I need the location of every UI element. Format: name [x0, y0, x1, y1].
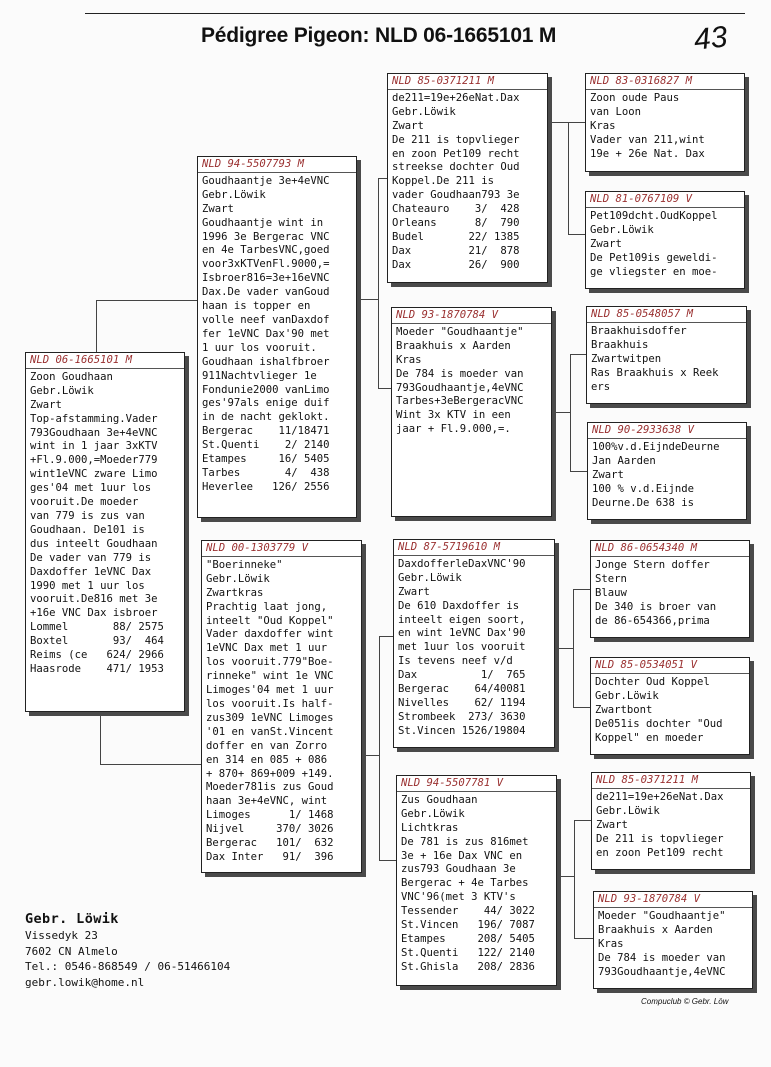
card-text-line: Gebr.Löwik: [206, 572, 270, 585]
ring-number: NLD 00-1303779 V: [202, 542, 361, 557]
card-text-line: Gebr.Löwik: [392, 105, 456, 118]
card-text-line: Limoges 1/ 1468: [206, 809, 334, 822]
card-text-line: Dochter Oud Koppel: [595, 675, 710, 688]
card-text-line: Limoges'04 met 1 uur: [206, 684, 334, 697]
card-text-line: Zwart: [398, 585, 430, 598]
connector-line: [574, 820, 592, 821]
card-text-line: Zwart: [592, 468, 624, 481]
card-text-line: Zwartwitpen: [591, 352, 662, 365]
card-text-line: fer 1eVNC Dax'90 met: [202, 327, 330, 340]
card-text-line: Bergerac 101/ 632: [206, 837, 334, 850]
card-text-line: zus309 1eVNC Limoges: [206, 711, 334, 724]
card-text-line: Daxdoffer 1eVNC Dax: [30, 565, 152, 578]
connector-line: [573, 589, 574, 707]
ring-number: NLD 81-0767109 V: [586, 193, 744, 208]
card-text-line: streekse dochter Oud: [392, 161, 520, 174]
card-text-line: Stern: [595, 572, 627, 585]
card-text-line: Kras: [590, 119, 616, 132]
connector-line: [378, 388, 392, 389]
card-text-line: 1eVNC Dax met 1 uur: [206, 642, 328, 655]
card-text-line: Dax Inter 91/ 396: [206, 850, 334, 863]
card-text-line: Isbroer816=3e+16eVNC: [202, 272, 330, 285]
card-text-line: vader Goudhaan793 3e: [392, 189, 520, 202]
card-text-line: Wint 3x KTV in een: [396, 409, 511, 422]
pigeon-card-ggp-2: [585, 191, 745, 289]
card-text-line: Goudhaantje 3e+4eVNC: [202, 174, 330, 187]
card-text-line: de211=19e+26eNat.Dax: [596, 790, 724, 803]
card-text-line: Budel 22/ 1385: [392, 230, 520, 243]
card-text-line: ers: [591, 380, 611, 393]
ring-number: NLD 94-5507781 V: [397, 777, 556, 792]
card-text-line: DaxdofferleDaxVNC'90: [398, 557, 526, 570]
card-text-line: haan is topper en: [202, 300, 311, 313]
card-text-line: Pet109dcht.OudKoppel: [590, 209, 718, 222]
card-text-line: Koppel.De 211 is: [392, 175, 495, 188]
connector-line: [379, 636, 394, 637]
card-text-line: +16e VNC Dax isbroer: [30, 607, 158, 620]
card-text-line: Kras: [396, 353, 422, 366]
pigeon-card-ggp-3: [586, 306, 747, 404]
card-text-line: haan 3e+4eVNC, wint: [206, 795, 328, 808]
pigeon-card-ggp-5: [590, 540, 750, 638]
card-text-line: 793Goudhaan 3e+4eVNC: [30, 426, 158, 439]
pigeon-card-subject: [25, 352, 185, 712]
breeder-city: 7602 CN Almelo: [25, 944, 118, 958]
card-text-line: Zwart: [392, 119, 424, 132]
breeder-address: [25, 910, 230, 990]
card-text-line: Zoon Goudhaan: [30, 370, 113, 383]
card-text-line: doffer en van Zorro: [206, 739, 328, 752]
card-text-line: en 314 en 085 + 086: [206, 753, 328, 766]
card-text-line: +Fl.9.000,=Moeder779: [30, 454, 158, 467]
card-text-line: Zwart: [590, 237, 622, 250]
ring-number: NLD 85-0534051 V: [591, 659, 749, 674]
card-text-line: Bergerac 11/18471: [202, 425, 330, 438]
card-text-line: Gebr.Löwik: [202, 188, 266, 201]
card-text-line: jaar + Fl.9.000,=.: [396, 423, 511, 436]
card-text-line: Strombeek 273/ 3630: [398, 710, 526, 723]
card-text-line: Zwart: [596, 818, 628, 831]
card-text-line: Zwartbont: [595, 703, 653, 716]
card-text-line: rinneke" wint 1e VNC: [206, 670, 334, 683]
top-rule: [85, 13, 745, 14]
card-text-line: en zoon Pet109 recht: [392, 147, 520, 160]
card-text-line: St.Quenti 122/ 2140: [401, 946, 535, 959]
card-text-line: Moeder781is zus Goud: [206, 781, 334, 794]
card-text-line: 1996 3e Bergerac VNC: [202, 230, 330, 243]
card-text-line: Deurne.De 638 is: [592, 496, 695, 509]
pigeon-card-ggp-6: [590, 657, 750, 755]
card-text-line: Boxtel 93/ 464: [30, 635, 164, 648]
card-text-line: Gebr.Löwik: [30, 384, 94, 397]
card-text-line: Zwartkras: [206, 586, 264, 599]
card-text-line: Bergerac 64/40081: [398, 683, 526, 696]
card-text-line: Chateauro 3/ 428: [392, 203, 520, 216]
card-text-line: Orleans 8/ 790: [392, 217, 520, 230]
card-text-line: Bergerac + 4e Tarbes: [401, 877, 529, 890]
card-text-line: de 86-654366,prima: [595, 614, 710, 627]
ring-number: NLD 85-0548057 M: [587, 308, 746, 323]
connector-line: [573, 707, 591, 708]
card-text-line: Goudhaantje wint in: [202, 216, 324, 229]
card-text-line: in de nacht geklokt.: [202, 411, 330, 424]
card-text-line: Gebr.Löwik: [398, 571, 462, 584]
connector-line: [574, 820, 575, 938]
ring-number: NLD 06-1665101 M: [26, 354, 184, 369]
connector-line: [362, 755, 379, 756]
card-text-line: Lichtkras: [401, 821, 459, 834]
card-text-line: voor3xKTVenFl.9000,=: [202, 258, 330, 271]
ring-number: NLD 90-2933638 V: [588, 424, 746, 439]
card-text-line: Zwart: [202, 202, 234, 215]
card-text-line: De Pet109is geweldi-: [590, 251, 718, 264]
card-text-line: "Boerinneke": [206, 558, 283, 571]
connector-line: [379, 860, 397, 861]
card-text-line: Braakhuis x Aarden: [598, 923, 713, 936]
card-text-line: de211=19e+26eNat.Dax: [392, 91, 520, 104]
card-text-line: Tessender 44/ 3022: [401, 905, 535, 918]
card-text-line: Etampes 208/ 5405: [401, 932, 535, 945]
card-text-line: De 340 is broer van: [595, 600, 717, 613]
card-text-line: Fondunie2000 vanLimo: [202, 383, 330, 396]
card-text-line: vooruit.De moeder: [30, 496, 139, 509]
card-text-line: Top-afstamming.Vader: [30, 412, 158, 425]
connector-line: [96, 300, 97, 353]
card-text-line: Tarbes+3eBergeracVNC: [396, 395, 524, 408]
card-text-line: 100%v.d.EijndeDeurne: [592, 440, 720, 453]
connector-line: [574, 938, 594, 939]
card-text-line: inteelt eigen soort,: [398, 613, 526, 626]
card-text-line: Reims (ce 624/ 2966: [30, 649, 164, 662]
card-text-line: Dax 1/ 765: [398, 669, 526, 682]
card-text-line: 793Goudhaantje,4eVNC: [598, 965, 726, 978]
card-text-line: De 211 is topvlieger: [596, 832, 724, 845]
pigeon-card-ggp-7: [591, 772, 751, 870]
card-text-line: 1 uur los vooruit.: [202, 341, 317, 354]
card-text-line: St.Ghisla 208/ 2836: [401, 960, 535, 973]
connector-line: [570, 354, 571, 471]
ring-number: NLD 85-0371211 M: [388, 75, 547, 90]
breeder-street: Vissedyk 23: [25, 929, 98, 942]
connector-line: [570, 471, 587, 472]
card-text-line: Vader daxdoffer wint: [206, 628, 334, 641]
card-text-line: Heverlee 126/ 2556: [202, 480, 330, 493]
card-text-line: van Loon: [590, 105, 642, 118]
ring-number: NLD 85-0371211 M: [592, 774, 750, 789]
card-text-line: De vader van 779 is: [30, 551, 152, 564]
ring-number: NLD 93-1870784 V: [594, 893, 752, 908]
pigeon-card-ggp-4: [587, 422, 747, 520]
connector-line: [568, 122, 586, 123]
card-text-line: St.Quenti 2/ 2140: [202, 439, 330, 452]
card-text-line: ge vliegster en moe-: [590, 265, 718, 278]
card-text-line: dus inteelt Goudhaan: [30, 537, 158, 550]
card-text-line: Prachtig laat jong,: [206, 600, 328, 613]
card-text-line: van 779 is zus van: [30, 509, 145, 522]
connector-line: [100, 712, 101, 764]
pigeon-card-sire: [197, 156, 357, 518]
card-text-line: Vader van 211,wint: [590, 133, 705, 146]
card-text-line: De051is dochter "Oud: [595, 717, 723, 730]
connector-line: [557, 876, 574, 877]
card-text-line: Dax 26/ 900: [392, 258, 520, 271]
card-text-line: Moeder "Goudhaantje": [396, 325, 524, 338]
card-text-line: en wint 1eVNC Dax'90: [398, 627, 526, 640]
card-text-line: Braakhuisdoffer: [591, 324, 687, 337]
card-text-line: St.Vincen 1526/19804: [398, 724, 526, 737]
card-text-line: 793Goudhaantje,4eVNC: [396, 381, 524, 394]
card-text-line: Goudhaan ishalfbroer: [202, 355, 330, 368]
card-text-line: Dax 21/ 878: [392, 244, 520, 257]
card-text-line: Gebr.Löwik: [595, 689, 659, 702]
card-text-line: Gebr.Löwik: [596, 804, 660, 817]
pigeon-card-sire-sire: [387, 73, 548, 283]
connector-line: [568, 122, 569, 234]
card-text-line: los vooruit.779"Boe-: [206, 656, 334, 669]
card-text-line: De 211 is topvlieger: [392, 133, 520, 146]
connector-line: [568, 234, 586, 235]
card-text-line: VNC'96(met 3 KTV's: [401, 891, 516, 904]
card-text-line: Gebr.Löwik: [590, 223, 654, 236]
ring-number: NLD 83-0316827 M: [586, 75, 744, 90]
card-text-line: Jan Aarden: [592, 454, 656, 467]
breeder-phone: Tel.: 0546-868549 / 06-51466104: [25, 960, 231, 973]
connector-line: [378, 178, 379, 388]
card-text-line: zus793 Goudhaan 3e: [401, 863, 516, 876]
card-text-line: De 784 is moeder van: [396, 367, 524, 380]
software-credit: Compuclub © Gebr. Löw: [641, 997, 729, 1006]
pigeon-card-ggp-8: [593, 891, 753, 989]
page-number: 43: [692, 20, 729, 57]
card-text-line: Is tevens neef v/d: [398, 655, 513, 668]
connector-line: [548, 122, 568, 123]
card-text-line: met 1uur los vooruit: [398, 641, 526, 654]
card-text-line: Kras: [598, 937, 624, 950]
connector-line: [552, 412, 570, 413]
card-text-line: 911Nachtvlieger 1e: [202, 369, 317, 382]
card-text-line: Koppel" en moeder: [595, 731, 704, 744]
card-text-line: Ras Braakhuis x Reek: [591, 366, 719, 379]
ring-number: NLD 87-5719610 M: [394, 541, 554, 556]
card-text-line: Blauw: [595, 586, 627, 599]
connector-line: [357, 299, 378, 300]
card-text-line: Zus Goudhaan: [401, 793, 478, 806]
pigeon-card-sire-dam: [391, 307, 552, 517]
card-text-line: 3e + 16e Dax VNC en: [401, 849, 523, 862]
card-text-line: en 4e TarbesVNC,goed: [202, 244, 330, 257]
page-title: Pédigree Pigeon: NLD 06-1665101 M: [201, 24, 557, 47]
card-text-line: los vooruit.Is half-: [206, 697, 334, 710]
card-text-line: Braakhuis x Aarden: [396, 339, 511, 352]
card-text-line: wint in 1 jaar 3xKTV: [30, 440, 158, 453]
connector-line: [96, 300, 203, 301]
card-text-line: 100 % v.d.Eijnde: [592, 482, 695, 495]
card-text-line: Gebr.Löwik: [401, 807, 465, 820]
card-text-line: Nijvel 370/ 3026: [206, 823, 334, 836]
pigeon-card-dam-sire: [393, 539, 555, 748]
card-text-line: Dax.De vader vanGoud: [202, 286, 330, 299]
card-text-line: Lommel 88/ 2575: [30, 621, 164, 634]
card-text-line: Tarbes 4/ 438: [202, 466, 330, 479]
card-text-line: en zoon Pet109 recht: [596, 846, 724, 859]
pigeon-card-ggp-1: [585, 73, 745, 172]
connector-line: [573, 589, 591, 590]
card-text-line: Braakhuis: [591, 338, 649, 351]
card-text-line: Moeder "Goudhaantje": [598, 909, 726, 922]
card-text-line: Etampes 16/ 5405: [202, 453, 330, 466]
card-text-line: 1990 met 1 uur los: [30, 579, 145, 592]
breeder-email: gebr.lowik@home.nl: [25, 975, 145, 989]
card-text-line: Haasrode 471/ 1953: [30, 662, 164, 675]
card-text-line: De 781 is zus 816met: [401, 835, 529, 848]
card-text-line: Zoon oude Paus: [590, 91, 680, 104]
card-text-line: volle neef vanDaxdof: [202, 313, 330, 326]
card-text-line: Goudhaan. De101 is: [30, 523, 145, 536]
card-text-line: '01 en vanSt.Vincent: [206, 725, 334, 738]
ring-number: NLD 94-5507793 M: [198, 158, 356, 173]
card-text-line: St.Vincen 196/ 7087: [401, 919, 535, 932]
card-text-line: Jonge Stern doffer: [595, 558, 710, 571]
card-text-line: De 610 Daxdoffer is: [398, 599, 520, 612]
connector-line: [570, 354, 587, 355]
pigeon-card-dam: [201, 540, 362, 873]
connector-line: [100, 764, 203, 765]
pigeon-card-dam-dam: [396, 775, 557, 986]
card-text-line: 19e + 26e Nat. Dax: [590, 147, 705, 160]
card-text-line: vooruit.De816 met 3e: [30, 593, 158, 606]
connector-line: [379, 636, 380, 860]
card-text-line: De 784 is moeder van: [598, 951, 726, 964]
card-text-line: ges'97als enige duif: [202, 397, 330, 410]
ring-number: NLD 86-0654340 M: [591, 542, 749, 557]
card-text-line: wint1eVNC zware Limo: [30, 468, 158, 481]
card-text-line: Nivelles 62/ 1194: [398, 696, 526, 709]
card-text-line: + 870+ 869+009 +149.: [206, 767, 334, 780]
connector-line: [555, 648, 573, 649]
card-text-line: ges'04 met 1uur los: [30, 482, 152, 495]
ring-number: NLD 93-1870784 V: [392, 309, 551, 324]
card-text-line: Zwart: [30, 398, 62, 411]
card-text-line: inteelt "Oud Koppel": [206, 614, 334, 627]
breeder-name: Gebr. Löwik: [25, 911, 119, 927]
